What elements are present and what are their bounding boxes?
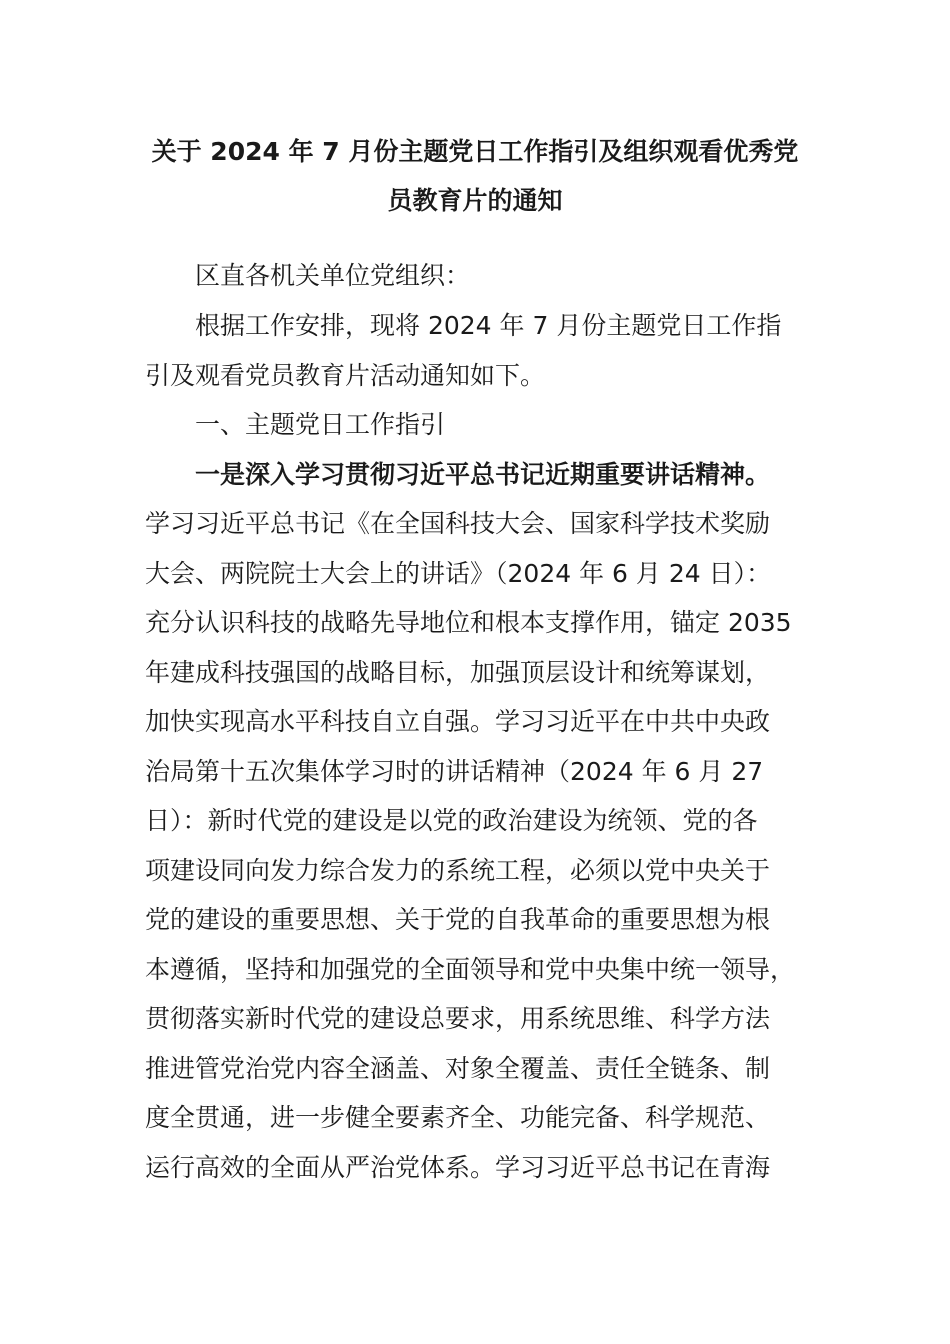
body-line: 加快实现高水平科技自立自强。学习习近平在中共中央政 (145, 707, 771, 736)
body-line: 年建成科技强国的战略目标，加强顶层设计和统筹谋划， (145, 658, 771, 687)
document-title-line-1: 关于 2024 年 7 月份主题党日工作指引及组织观看优秀党 (151, 137, 799, 166)
body-line: 本遵循，坚持和加强党的全面领导和党中央集中统一领导， (145, 955, 796, 984)
intro-line-1: 根据工作安排，现将 2024 年 7 月份主题党日工作指 (195, 311, 782, 340)
body-line: 贯彻落实新时代党的建设总要求，用系统思维、科学方法 (145, 1004, 771, 1033)
intro-line-2: 引及观看党员教育片活动通知如下。 (145, 361, 546, 390)
body-line: 推进管党治党内容全涵盖、对象全覆盖、责任全链条、制 (145, 1054, 771, 1083)
body-line: 项建设同向发力综合发力的系统工程，必须以党中央关于 (145, 856, 771, 885)
body-line: 党的建设的重要思想、关于党的自我革命的重要思想为根 (145, 905, 771, 934)
point-heading: 一是深入学习贯彻习近平总书记近期重要讲话精神。 (195, 460, 771, 489)
body-line: 充分认识科技的战略先导地位和根本支撑作用，锚定 2035 (145, 608, 792, 637)
body-line: 治局第十五次集体学习时的讲话精神（2024 年 6 月 27 (145, 757, 764, 786)
body-line: 学习习近平总书记《在全国科技大会、国家科学技术奖励 (145, 509, 771, 538)
body-line: 度全贯通，进一步健全要素齐全、功能完备、科学规范、 (145, 1103, 771, 1132)
document-title-line-2: 员教育片的通知 (387, 186, 563, 215)
body-line: 大会、两院院士大会上的讲话》（2024 年 6 月 24 日）： (145, 559, 772, 588)
body-line: 日）：新时代党的建设是以党的政治建设为统领、党的各 (145, 806, 758, 835)
salutation: 区直各机关单位党组织： (195, 261, 471, 290)
section-heading: 一、主题党日工作指引 (195, 410, 446, 439)
body-line: 运行高效的全面从严治党体系。学习习近平总书记在青海 (145, 1153, 771, 1182)
